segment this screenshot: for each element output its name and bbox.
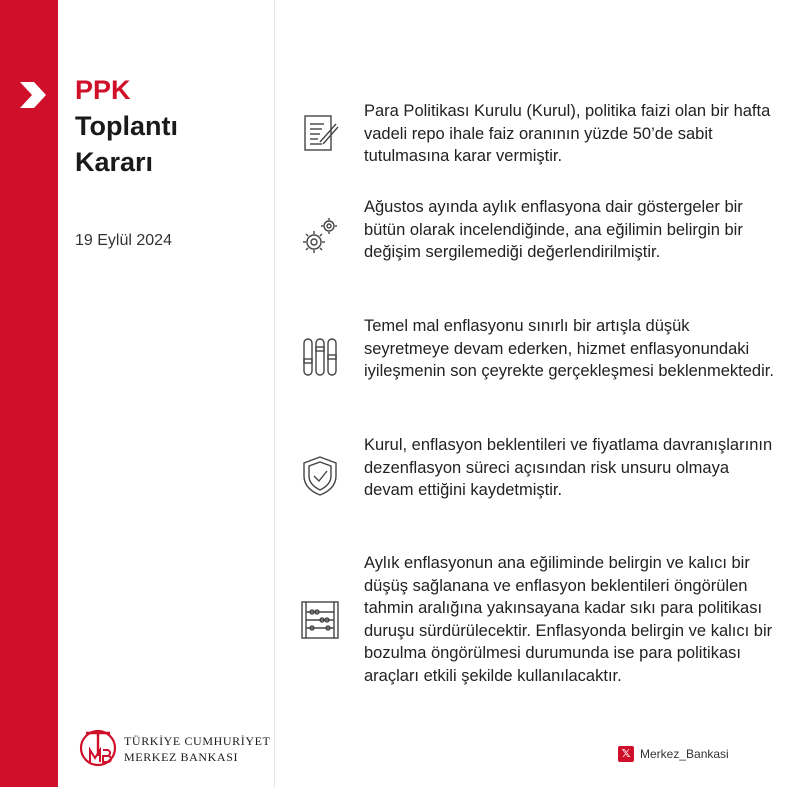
decision-text-4: Kurul, enflasyon beklentileri ve fiyatlama davranışlarının dezenflasyon süreci açısından risk unsuru olmaya devam ettiğini kaydetmiştir. xyxy=(364,436,773,499)
decision-text-1: Para Politikası Kurulu (Kurul), politika faizi olan bir hafta vadeli repo ihale faiz oranının yüzde 50’de sabit tutulmasına karar vermiştir. xyxy=(364,102,771,165)
logo-line-1: TÜRKİYE CUMHURİYET xyxy=(124,734,271,748)
decision-text-2: Ağustos ayında aylık enflasyona dair göstergeler bir bütün olarak incelendiğinde, ana eğilimin belirgin bir değişim sergilemediği değerlendirilmiştir. xyxy=(364,198,743,261)
decision-text-5: Aylık enflasyonun ana eğiliminde belirgin ve kalıcı bir düşüş sağlanana ve enflasyon beklentileri öngörülen tahmin aralığına yakınsayana kadar sıkı para politikası duruşu sürdürülecektir. Enflasyonda belirgin ve kalıcı bir bozulma öngörülmesi durumunda ise para politikası araçları etkili şekilde kullanılacaktır. xyxy=(364,554,773,685)
meeting-date: 19 Eylül 2024 xyxy=(75,232,172,249)
abacus-icon xyxy=(300,598,340,642)
title-karari: Kararı xyxy=(75,147,154,177)
decision-text-3: Temel mal enflasyonu sınırlı bir artışla düşük seyretmeye devam ederken, hizmet enflasyonundaki iyileşmenin son çeyrekte gerçekleşmesi beklenmektedir. xyxy=(364,317,774,380)
logo-wordmark xyxy=(124,733,270,765)
sliders-icon xyxy=(300,335,340,379)
chevron-right-icon xyxy=(14,78,48,112)
logo-line-2: MERKEZ BANKASI xyxy=(124,750,239,764)
social-handle[interactable] xyxy=(618,746,729,762)
title-ppk: PPK xyxy=(75,75,131,105)
page-title xyxy=(75,72,178,180)
red-side-bar xyxy=(0,0,58,787)
title-toplanti: Toplantı xyxy=(75,111,178,141)
document-edit-icon xyxy=(300,112,340,156)
social-handle-text: Merkez_Bankasi xyxy=(640,747,729,761)
column-divider xyxy=(274,0,275,787)
gears-icon xyxy=(300,214,340,258)
shield-check-icon xyxy=(300,454,340,498)
x-logo-icon: 𝕏 xyxy=(618,746,634,762)
tcmb-logo xyxy=(76,726,120,768)
